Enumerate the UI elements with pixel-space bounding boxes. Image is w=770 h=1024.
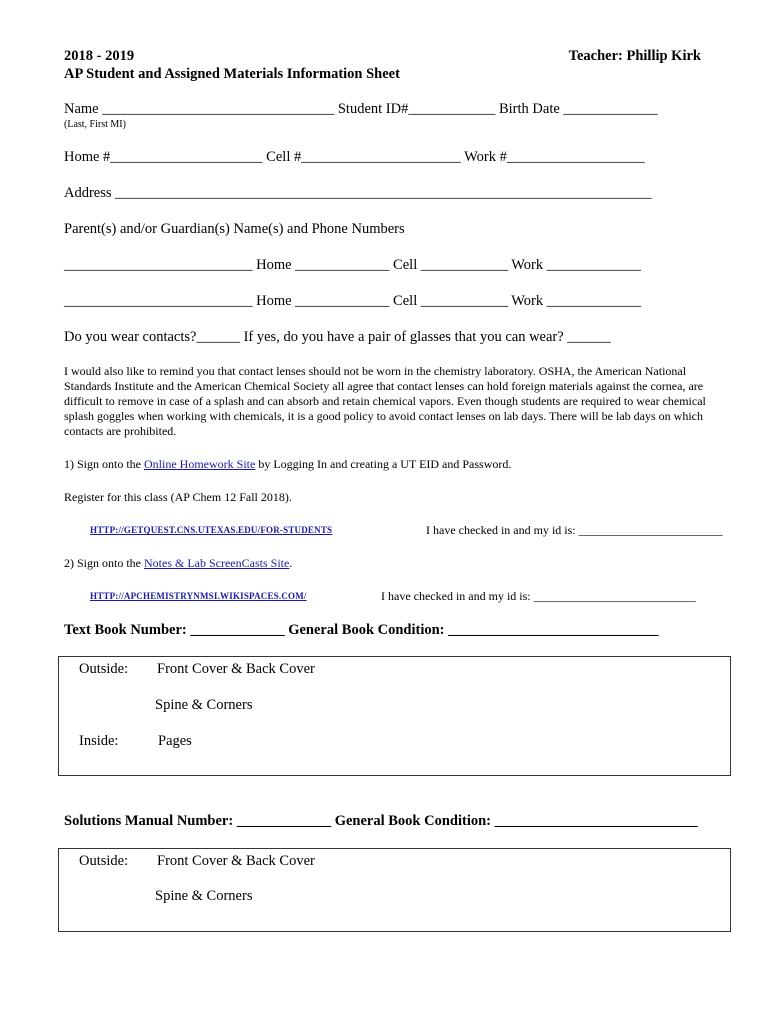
contact-lens-notice: I would also like to remind you that contact lenses should not be worn in the chemistry laboratory. OSHA, the American National Standards Institute and the American Chemical Society all agree that contact lenses can hold foreign materials against the cornea, are difficult to remove in case of a splash and can absorb and retain chemical vapors. Even though students are required to wear chemical splash goggles when working with chemicals, it is a good policy to avoid contact lenses on lab days. There will be lab days on which contacts are prohibited. bbox=[64, 364, 706, 438]
solutions-manual-number-field[interactable]: Solutions Manual Number: _____________ General Book Condition: ____________________________ bbox=[64, 813, 698, 829]
school-year: 2018 - 2019 bbox=[64, 48, 135, 64]
online-homework-link[interactable]: Online Homework Site bbox=[144, 457, 256, 471]
solutions-spine-item: Spine & Corners bbox=[155, 888, 253, 904]
textbook-covers-item: Front Cover & Back Cover bbox=[157, 661, 315, 677]
step-1-suffix: by Logging In and creating a UT EID and Password. bbox=[255, 457, 512, 471]
step-2-suffix: . bbox=[289, 556, 293, 570]
name-format-hint: (Last, First MI) bbox=[64, 119, 126, 130]
step-2-prefix: 2) Sign onto the bbox=[64, 556, 144, 570]
step-2-instruction bbox=[64, 556, 292, 571]
address-field[interactable]: Address __________________________________________________________________________ bbox=[64, 185, 652, 201]
guardian-row-2[interactable]: __________________________ Home _____________ Cell ____________ Work _____________ bbox=[64, 293, 641, 309]
solutions-outside-label: Outside: bbox=[79, 853, 129, 869]
textbook-spine-item: Spine & Corners bbox=[155, 697, 253, 713]
page-title: AP Student and Assigned Materials Information Sheet bbox=[64, 66, 400, 82]
contacts-question[interactable]: Do you wear contacts?______ If yes, do you have a pair of glasses that you can wear? ______ bbox=[64, 329, 611, 345]
wikispaces-url-link[interactable]: HTTP://APCHEMISTRYNMSI.WIKISPACES.COM/ bbox=[90, 591, 307, 601]
textbook-pages-item: Pages bbox=[158, 733, 192, 749]
register-class-text: Register for this class (AP Chem 12 Fall 2018). bbox=[64, 490, 292, 504]
name-id-birthdate-field[interactable]: Name ________________________________ Student ID#____________ Birth Date _____________ bbox=[64, 101, 658, 117]
teacher-name: Teacher: Phillip Kirk bbox=[568, 48, 701, 64]
step-1-instruction bbox=[64, 457, 511, 472]
textbook-outside-label: Outside: bbox=[79, 661, 129, 677]
screencasts-link[interactable]: Notes & Lab ScreenCasts Site bbox=[144, 556, 290, 570]
guardian-row-1[interactable]: __________________________ Home _____________ Cell ____________ Work _____________ bbox=[64, 257, 641, 273]
step-1-prefix: 1) Sign onto the bbox=[64, 457, 144, 471]
solutions-condition-box bbox=[58, 848, 731, 932]
phone-numbers-field[interactable]: Home #_____________________ Cell #______________________ Work #___________________ bbox=[64, 149, 645, 165]
textbook-inside-label: Inside: bbox=[79, 733, 119, 749]
guardians-heading: Parent(s) and/or Guardian(s) Name(s) and Phone Numbers bbox=[64, 221, 405, 237]
getquest-url-link[interactable]: HTTP://GETQUEST.CNS.UTEXAS.EDU/FOR-STUDENTS bbox=[90, 525, 333, 535]
step-2-checkin-field[interactable]: I have checked in and my id is: ___________________________ bbox=[381, 589, 696, 603]
textbook-condition-box bbox=[58, 656, 731, 776]
step-1-checkin-field[interactable]: I have checked in and my id is: ________________________ bbox=[426, 523, 723, 537]
solutions-covers-item: Front Cover & Back Cover bbox=[157, 853, 315, 869]
textbook-number-field[interactable]: Text Book Number: _____________ General Book Condition: _____________________________ bbox=[64, 622, 659, 638]
